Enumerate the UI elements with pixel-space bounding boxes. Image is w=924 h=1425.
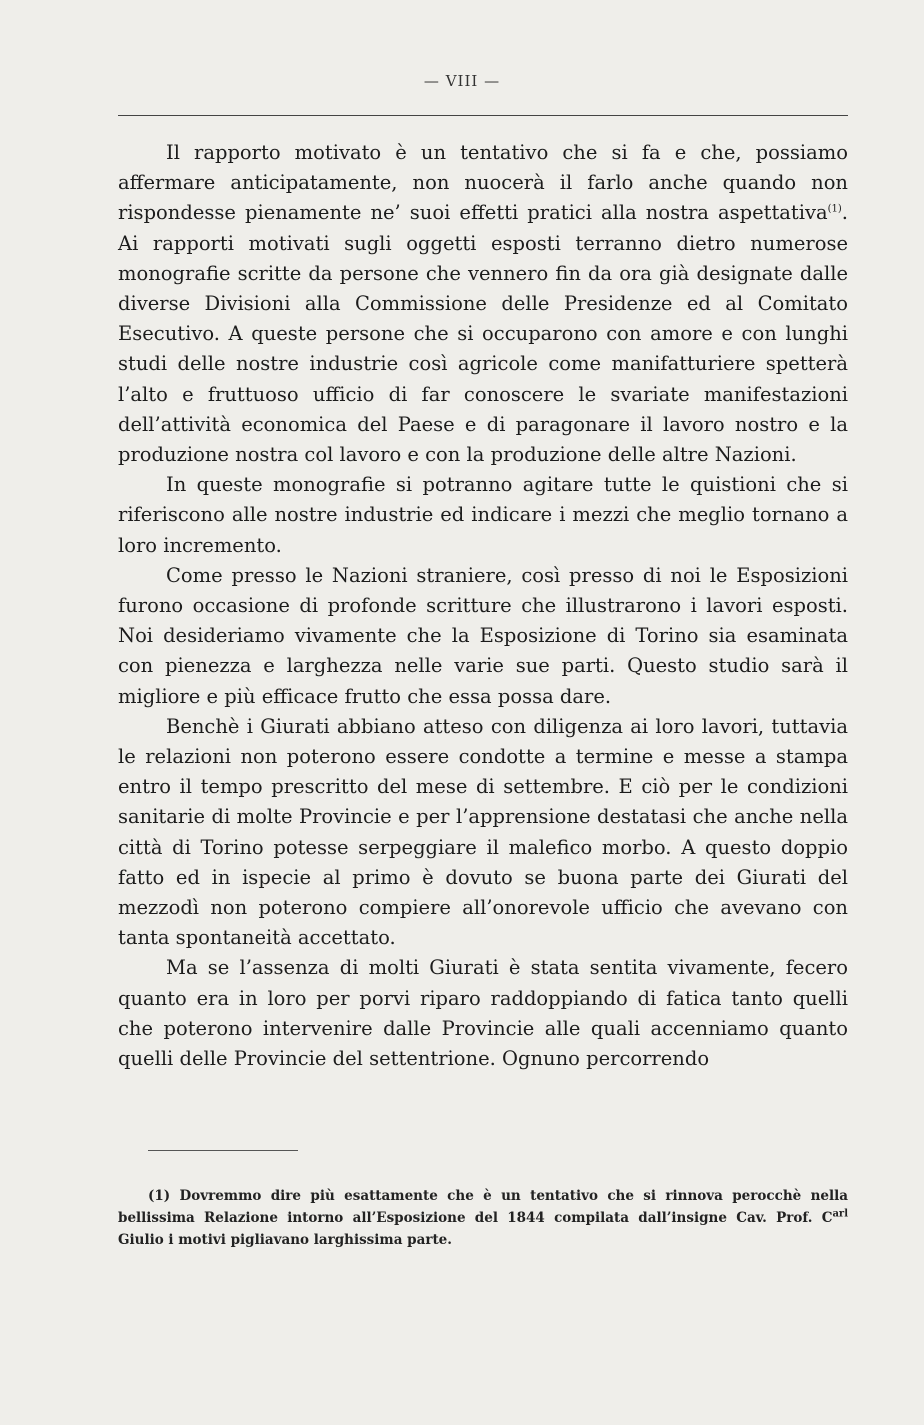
- page-number-header: — VIII —: [423, 72, 501, 90]
- footnote-text: [118, 1185, 848, 1251]
- footnote-rule: [148, 1150, 298, 1151]
- paragraph: [118, 138, 848, 470]
- header-rule: [118, 115, 848, 116]
- paragraph: In queste monografie si potranno agitare tutte le quistioni che si riferiscono alle nostre industrie ed indicare i mezzi che meglio tornano a loro incremento.: [118, 473, 848, 557]
- footnote-marker: (1): [148, 1188, 171, 1204]
- paragraph-text-continuation: . Ai rapporti motivati sugli oggetti esposti terranno dietro numerose monografie scritte da persone che vennero fin da ora già designate dalle diverse Divisioni alla Commissione delle Presidenze ed al Comitato Esecutivo. A queste persone che si occuparono con amore e con lunghi studi delle nostre industrie così agricole come manifatturiere spetterà l’alto e fruttuoso ufficio di far conoscere le svariate manifestazioni dell’attività economica del Paese e di paragonare il lavoro nostro e la produzione nostra col lavoro e con la produzione delle altre Nazioni.: [118, 201, 848, 467]
- paragraph: Benchè i Giurati abbiano atteso con diligenza ai loro lavori, tuttavia le relazioni non poterono essere condotte a termine e messe a stampa entro il tempo prescritto del mese di settembre. E ciò per le condizioni sanitarie di molte Provincie e per l’apprensione destatasi che anche nella città di Torino potesse serpeggiare il malefico morbo. A questo doppio fatto ed in ispecie al primo è dovuto se buona parte dei Giurati del mezzodì non poterono compiere all’onorevole ufficio che avevano con tanta spontaneità accettato.: [118, 714, 848, 950]
- footnote-body-end: Giulio i motivi pigliavano larghissima parte.: [118, 1232, 452, 1248]
- paragraph: Come presso le Nazioni straniere, così presso di noi le Esposizioni furono occasione di profonde scritture che illustrarono i lavori esposti. Noi desideriamo vivamente che la Esposizione di Torino sia esaminata con pienezza e larghezza nelle varie sue parti. Questo studio sarà il migliore e più efficace frutto che essa possa dare.: [118, 563, 848, 708]
- footnote-reference: (1): [827, 203, 842, 215]
- footnote-body: Dovremmo dire più esattamente che è un tentativo che si rinnova perocchè nella bellissima Relazione intorno all’Esposizione del 1844 compilata dall’insigne Cav. Prof. C: [118, 1188, 849, 1226]
- footnote-superscript: arl: [832, 1208, 848, 1220]
- body-text: [118, 138, 848, 1074]
- footnote: [118, 1185, 848, 1251]
- paragraph-text: Il rapporto motivato è un tentativo che si fa e che, possiamo affermare anticipatamente, non nuocerà il farlo anche quando non rispondesse pienamente ne’ suoi effetti pratici alla nostra aspettativa: [118, 141, 848, 225]
- paragraph: Ma se l’assenza di molti Giurati è stata sentita vivamente, fecero quanto era in loro per porvi riparo raddoppiando di fatica tanto quelli che poterono intervenire dalle Provincie alle quali accenniamo quanto quelli delle Provincie del settentrione. Ognuno percorrendo: [118, 956, 848, 1071]
